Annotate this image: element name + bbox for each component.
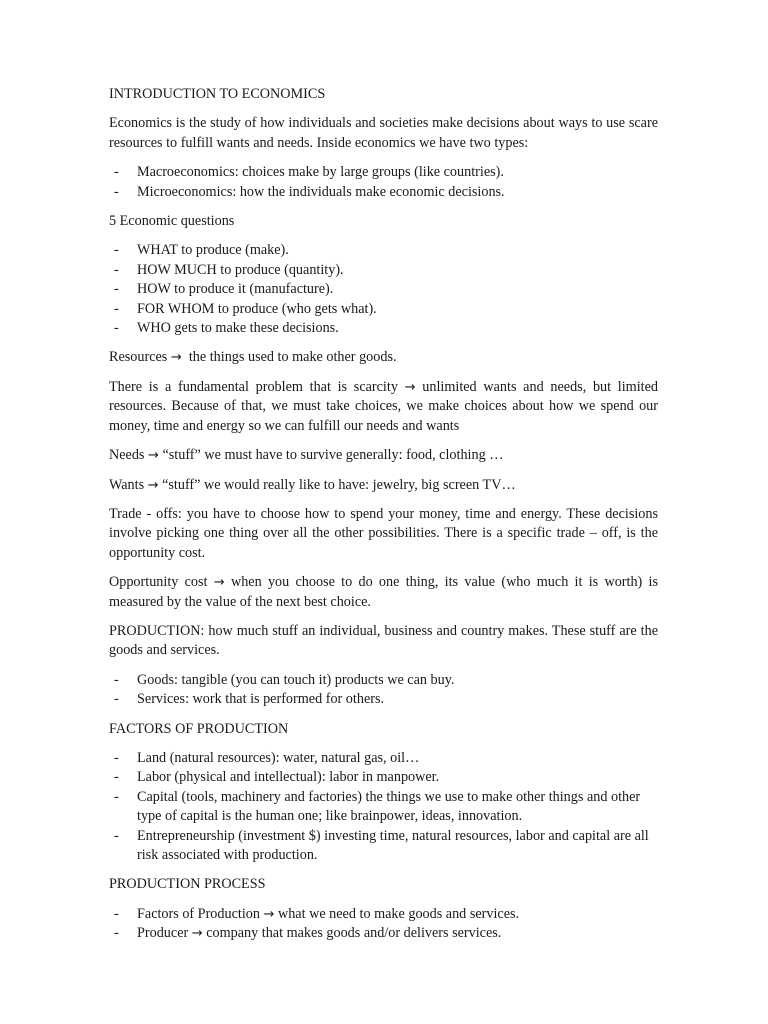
scarcity-text-before: There is a fundamental problem that is scarcity	[109, 378, 398, 395]
opportunity-term: Opportunity cost	[109, 574, 208, 591]
right-arrow-icon	[214, 575, 225, 590]
right-arrow-icon	[192, 926, 203, 941]
list-item	[109, 905, 658, 924]
opportunity-cost-paragraph	[109, 573, 658, 612]
list-item: - Entrepreneurship (investment $) investing time, natural resources, labor and capital are all risk associated with production.	[109, 827, 658, 866]
resources-term: Resources	[109, 349, 168, 366]
scarcity-paragraph	[109, 378, 658, 436]
list-item: - Labor (physical and intellectual): labor in manpower.	[109, 768, 658, 787]
needs-term: Needs	[109, 447, 145, 464]
list-item: - WHAT to produce (make).	[109, 241, 658, 260]
list-item: - Macroeconomics: choices make by large groups (like countries).	[109, 163, 658, 182]
wants-definition: “stuff” we would really like to have: jewelry, big screen TV…	[162, 476, 516, 493]
process-heading: PRODUCTION PROCESS	[109, 876, 266, 893]
process-term: Producer	[137, 925, 189, 942]
list-item: - Land (natural resources): water, natural gas, oil…	[109, 749, 658, 768]
needs-definition: “stuff” we must have to survive generally: food, clothing …	[162, 447, 504, 464]
list-item: - Capital (tools, machinery and factories) the things we use to make other things and other type of capital is the human one; like brainpower, ideas, innovation.	[109, 788, 658, 827]
resources-definition: the things used to make other goods.	[188, 349, 397, 366]
list-item: - HOW to produce it (manufacture).	[109, 280, 658, 299]
process-term: Factors of Production	[137, 905, 260, 922]
list-item: - WHO gets to make these decisions.	[109, 319, 658, 338]
document-title: INTRODUCTION TO ECONOMICS	[109, 86, 326, 102]
list-item: - HOW MUCH to produce (quantity).	[109, 261, 658, 280]
wants-term: Wants	[109, 476, 145, 493]
list-item: - Services: work that is performed for others.	[109, 690, 658, 709]
list-item: - Microeconomics: how the individuals make economic decisions.	[109, 183, 658, 202]
right-arrow-icon	[148, 448, 159, 463]
document-page	[109, 85, 658, 954]
production-paragraph: PRODUCTION: how much stuff an individual, business and country makes. These stuff are the goods and services.	[109, 622, 658, 659]
process-definition: company that makes goods and/or delivers services.	[206, 925, 502, 942]
wants-paragraph	[109, 476, 658, 495]
right-arrow-icon	[148, 478, 159, 493]
list-item	[109, 924, 658, 943]
factors-list	[109, 749, 658, 865]
opportunity-definition: when you choose to do one thing, its value (who much it is worth) is measured by the value of the next best choice.	[109, 574, 659, 610]
factors-heading: FACTORS OF PRODUCTION	[109, 720, 289, 737]
goods-services-list	[109, 671, 658, 710]
resources-paragraph	[109, 348, 658, 367]
needs-paragraph	[109, 446, 658, 465]
economic-questions-list	[109, 241, 658, 338]
tradeoffs-paragraph: Trade - offs: you have to choose how to spend your money, time and energy. These decisions involve picking one thing over all the other possibilities. There is a specific trade – off, is the opportunity cost.	[109, 505, 658, 561]
process-list	[109, 905, 658, 944]
right-arrow-icon	[171, 350, 182, 365]
questions-heading: 5 Economic questions	[109, 213, 235, 230]
right-arrow-icon	[405, 380, 416, 395]
right-arrow-icon	[264, 907, 275, 922]
scarcity-text-after: unlimited wants and needs, but limited resources. Because of that, we must take choices, we make choices about how we spend our money, time and energy so we can fulfill our needs and wants	[109, 378, 658, 434]
list-item: - FOR WHOM to produce (who gets what).	[109, 300, 658, 319]
intro-paragraph: Economics is the study of how individuals and societies make decisions about ways to use scare resources to fulfill wants and needs. Inside economics we have two types:	[109, 115, 658, 151]
list-item: - Goods: tangible (you can touch it) products we can buy.	[109, 671, 658, 690]
process-definition: what we need to make goods and services.	[277, 905, 520, 922]
economics-types-list	[109, 163, 658, 202]
